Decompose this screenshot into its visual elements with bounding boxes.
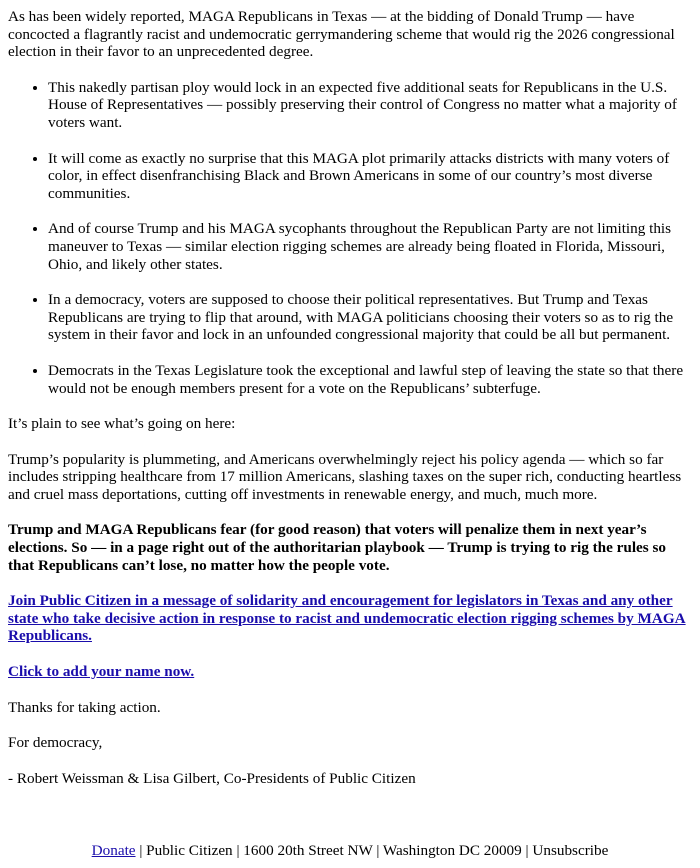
footer-city: Washington DC 20009 [382,842,522,859]
bold-statement: Trump and MAGA Republicans fear (for good reason) that voters will penalize them in next year’s elections. So — in a page right out of the authoritarian playbook — Trump is trying to rig the rules so that Republicans can’t lose, no matter how the people vote. [8,521,667,574]
add-name-link-text: Click to add your name now. [8,663,195,681]
bullet-item-1: • This nakedly partisan ploy would lock in an expected five additional seats for Republicans in the U.S. House of Representatives — possibly preserving their control of Congress no matter what a majority of voters want. [48,79,692,132]
join-link[interactable] [8,592,686,644]
footer-unsubscribe[interactable]: Unsubscribe [532,842,609,859]
footer-address: 1600 20th Street NW [243,842,373,859]
bullet-list [8,79,692,397]
join-link-text: Join Public Citizen in a message of solidarity and encouragement for legislators in Texas and any other state who take decisive action in response to racist and undemocratic election rigging schemes by MAGA Republicans. [8,592,686,645]
thanks-paragraph: Thanks for taking action. [8,698,161,716]
add-name-link[interactable] [8,663,194,680]
join-paragraph [8,592,692,645]
footer-separator: | [232,842,244,859]
bullet-item-4: • In a democracy, voters are supposed to choose their political representatives. But Trump and Texas Republicans are trying to flip that around, with MAGA politicians choosing their voters so as to rig the system in their favor and lock in an unfounded congressional majority that could be all but permanent. [48,291,692,344]
donate-link[interactable]: Donate [91,842,136,859]
popularity-paragraph: Trump’s popularity is plummeting, and Americans overwhelmingly reject his policy agenda — which so far includes stripping healthcare from 17 million Americans, slashing taxes on the super rich, conducting heartless and cruel mass deportations, cutting off investments in renewable energy, and much, much more. [8,450,682,503]
footer-separator: | [135,842,147,859]
cta-paragraph [8,663,692,681]
footer-org: Public Citizen [146,842,233,859]
bold-statement-paragraph [8,521,692,574]
signature-paragraph: - Robert Weissman & Lisa Gilbert, Co-Presidents of Public Citizen [8,769,416,787]
bullet-item-2: • It will come as exactly no surprise that this MAGA plot primarily attacks districts with many voters of color, in effect disenfranchising Black and Brown Americans in some of our country’s most diverse communities. [48,150,692,203]
footer [0,842,700,860]
footer-separator: | [372,842,383,859]
plain-to-see-paragraph: It’s plain to see what’s going on here: [8,415,236,433]
footer-separator: | [521,842,533,859]
intro-paragraph: As has been widely reported, MAGA Republicans in Texas — at the bidding of Donald Trump — have concocted a flagrantly racist and undemocratic gerrymandering scheme that would rig the 2026 congressional election in their favor to an unprecedented degree. [8,8,675,61]
bullet-item-5: • Democrats in the Texas Legislature took the exceptional and lawful step of leaving the state so that there would not be enough members present for a vote on the Republicans’ subterfuge. [48,362,692,397]
bullet-item-3: • And of course Trump and his MAGA sycophants throughout the Republican Party are not limiting this maneuver to Texas — similar election rigging schemes are already being floated in Florida, Missouri, Ohio, and likely other states. [48,220,692,273]
closing-paragraph: For democracy, [8,734,103,752]
